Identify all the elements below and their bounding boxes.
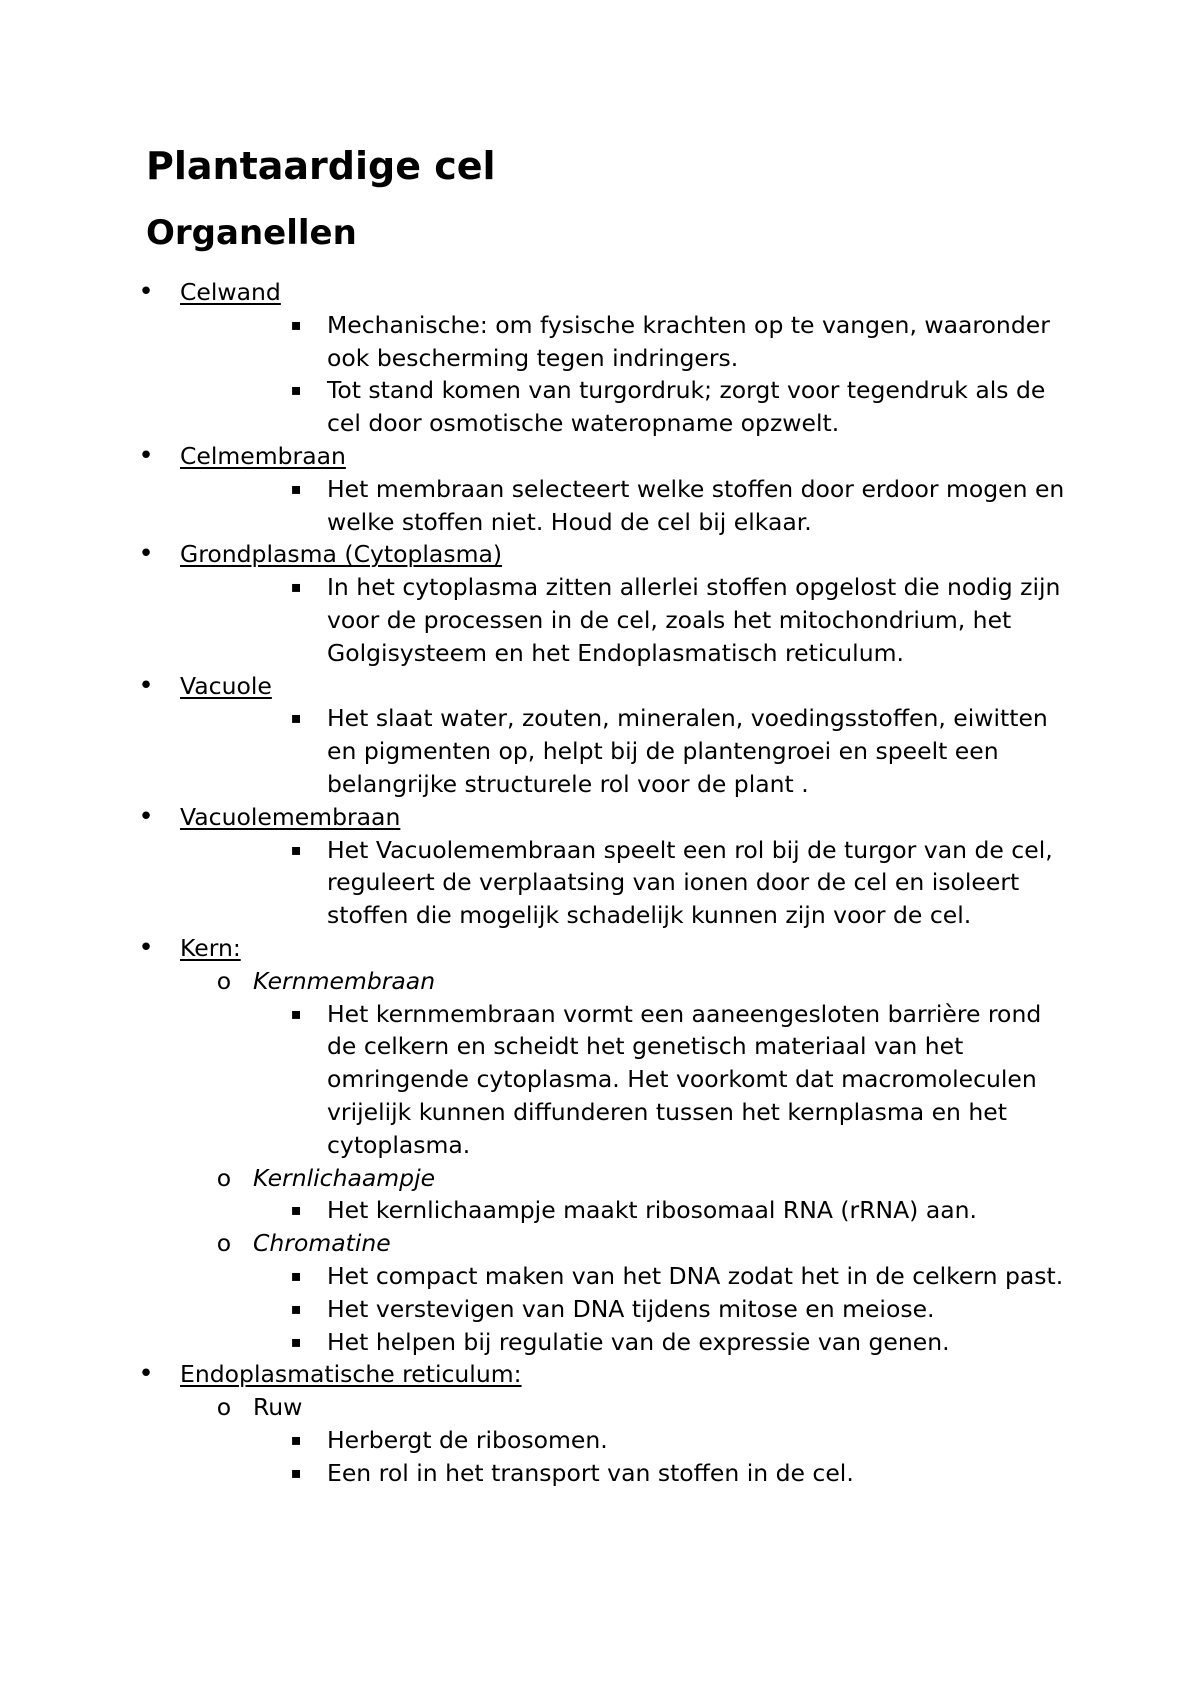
list-item — [0, 473, 1067, 539]
list-item — [0, 1194, 1067, 1227]
list-item — [0, 1260, 1067, 1293]
list-item-kernmembraan — [0, 965, 1200, 998]
list-item — [0, 702, 1067, 800]
list-item — [0, 834, 1067, 932]
item-heading: Grondplasma (Cytoplasma) — [180, 540, 503, 569]
circle-bullet: o — [216, 1163, 232, 1192]
square-bullet: ▪ — [290, 314, 302, 334]
item-text: Het Vacuolemembraan speelt een rol bij de turgor van de cel, reguleert de verplaatsing van ionen door de cel en isoleert stoffen die mogelijk schadelijk kunnen zijn voor de cel. — [327, 835, 1053, 930]
item-text: Herbergt de ribosomen. — [327, 1425, 608, 1454]
item-text: Het helpen bij regulatie van de expressie van genen. — [327, 1327, 950, 1356]
circle-bullet: o — [216, 966, 232, 995]
item-heading: Celwand — [180, 278, 281, 306]
disc-bullet: • — [138, 801, 154, 832]
square-bullet: ▪ — [290, 1003, 302, 1023]
list-item-vacuole — [0, 670, 1200, 703]
sub-heading: Kernlichaampje — [253, 1163, 436, 1192]
page-title: Plantaardige cel — [146, 144, 496, 188]
square-bullet: ▪ — [290, 1331, 302, 1351]
list-item-ruw — [0, 1391, 1200, 1424]
organelle-list — [0, 276, 1200, 1489]
list-item — [0, 1326, 1067, 1359]
disc-bullet: • — [138, 440, 154, 471]
square-bullet: ▪ — [290, 380, 302, 400]
list-item-grondplasma — [0, 538, 1200, 571]
list-item — [0, 1424, 1067, 1457]
item-heading: Celmembraan — [180, 441, 346, 470]
disc-bullet: • — [138, 670, 154, 701]
item-text: In het cytoplasma zitten allerlei stoffen opgelost die nodig zijn voor de processen in de cel, zoals het mitochondrium, het Golgisysteem en het Endoplasmatisch reticulum. — [327, 573, 1061, 667]
list-item — [0, 998, 1067, 1162]
list-item-celwand — [0, 276, 1200, 309]
list-item-endoplasmatische-reticulum — [0, 1358, 1200, 1391]
list-item — [0, 374, 1067, 440]
item-heading: Kern: — [180, 933, 241, 962]
list-item-kern — [0, 932, 1200, 965]
square-bullet: ▪ — [290, 1200, 302, 1220]
list-item — [0, 1293, 1067, 1326]
square-bullet: ▪ — [290, 1265, 302, 1285]
circle-bullet: o — [216, 1393, 232, 1422]
sub-heading: Ruw — [253, 1393, 303, 1422]
square-bullet: ▪ — [290, 1298, 302, 1318]
item-text: Mechanische: om fysische krachten op te vangen, waaronder ook bescherming tegen indringers. — [327, 310, 1050, 372]
square-bullet: ▪ — [290, 708, 302, 728]
square-bullet: ▪ — [290, 577, 302, 597]
disc-bullet: • — [138, 1359, 154, 1390]
list-item — [0, 571, 1067, 669]
item-heading: Vacuole — [180, 671, 272, 700]
square-bullet: ▪ — [290, 1462, 302, 1482]
list-item-chromatine — [0, 1227, 1200, 1260]
item-text: Het verstevigen van DNA tijdens mitose en meiose. — [327, 1294, 935, 1323]
item-text: Een rol in het transport van stoffen in de cel. — [327, 1458, 854, 1487]
list-item — [0, 1457, 1067, 1490]
list-item-kernlichaampje — [0, 1162, 1200, 1195]
item-text: Het slaat water, zouten, mineralen, voedingsstoffen, eiwitten en pigmenten op, helpt bij de plantengroei en speelt een belangrijke structurele rol voor de plant . — [327, 704, 1048, 798]
item-text: Het compact maken van het DNA zodat het in de celkern past. — [327, 1261, 1064, 1290]
item-text: Tot stand komen van turgordruk; zorgt voor tegendruk als de cel door osmotische wateropname opzwelt. — [327, 376, 1046, 438]
disc-bullet: • — [138, 932, 154, 963]
disc-bullet: • — [138, 539, 154, 570]
item-text: Het kernmembraan vormt een aaneengesloten barrière rond de celkern en scheidt het genetisch materiaal van het omringende cytoplasma. Het voorkomt dat macromoleculen vrijelijk kunnen diffunderen tussen het kernplasma en het cytoplasma. — [327, 999, 1042, 1159]
circle-bullet: o — [216, 1229, 232, 1258]
disc-bullet: • — [138, 277, 154, 307]
list-item-celmembraan — [0, 440, 1200, 473]
square-bullet: ▪ — [290, 839, 302, 859]
sub-heading: Chromatine — [253, 1229, 391, 1258]
section-title: Organellen — [146, 213, 357, 253]
item-text: Het membraan selecteert welke stoffen door erdoor mogen en welke stoffen niet. Houd de cel bij elkaar. — [327, 474, 1065, 536]
list-item — [0, 309, 1067, 375]
sub-heading: Kernmembraan — [253, 966, 436, 995]
item-text: Het kernlichaampje maakt ribosomaal RNA (rRNA) aan. — [327, 1196, 977, 1225]
item-heading: Endoplasmatische reticulum: — [180, 1360, 522, 1389]
list-item-vacuolemembraan — [0, 801, 1200, 834]
square-bullet: ▪ — [290, 478, 302, 498]
square-bullet: ▪ — [290, 1429, 302, 1449]
item-heading: Vacuolemembraan — [180, 802, 401, 831]
